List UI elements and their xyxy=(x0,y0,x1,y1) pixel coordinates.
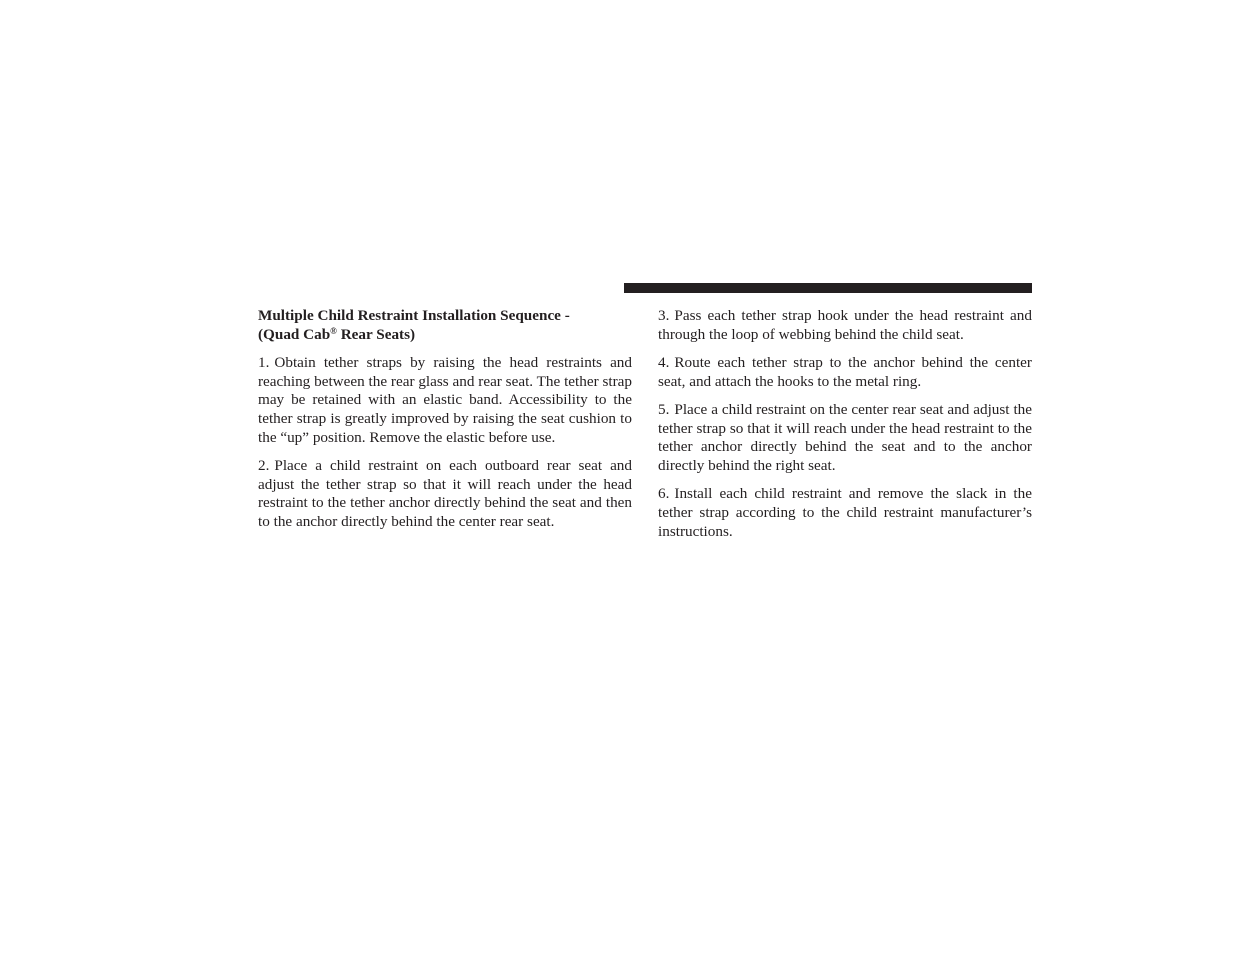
step-6 xyxy=(658,485,1032,541)
step-1 xyxy=(258,354,632,448)
step-number: 5. xyxy=(658,400,670,418)
registered-mark: ® xyxy=(330,325,337,336)
step-number: 4. xyxy=(658,353,670,371)
step-text: Route each tether strap to the anchor behind the center seat, and attach the hooks to the metal ring. xyxy=(658,353,1032,390)
left-column xyxy=(258,307,632,541)
heading-line-2b: Rear Seats) xyxy=(336,325,416,343)
step-number: 1. xyxy=(258,353,270,371)
step-text: Place a child restraint on the center rear seat and adjust the tether strap so that it will reach under the head restraint to the tether anchor directly behind the seat and to the anchor directly behind the right seat. xyxy=(658,400,1032,474)
step-number: 6. xyxy=(658,485,670,503)
step-4 xyxy=(658,354,1032,391)
step-2 xyxy=(258,457,632,532)
section-rule xyxy=(624,283,1032,293)
heading-line-1: Multiple Child Restraint Installation Sequence - xyxy=(258,307,570,324)
step-text: Pass each tether strap hook under the head restraint and through the loop of webbing behind the child seat. xyxy=(658,307,1032,343)
step-5 xyxy=(658,401,1032,476)
step-text: Install each child restraint and remove the slack in the tether strap according to the child restraint manufacturer’s instructions. xyxy=(658,485,1032,540)
right-column xyxy=(658,307,1032,551)
step-number: 2. xyxy=(258,456,270,474)
step-text: Obtain tether straps by raising the head restraints and reaching between the rear glass and rear seat. The tether strap may be retained with an elastic band. Accessibility to the tether strap is greatly improved by raising the seat cushion to the “up” position. Remove the elastic before use. xyxy=(258,353,632,446)
section-heading xyxy=(258,307,632,344)
step-text: Place a child restraint on each outboard rear seat and adjust the tether strap so that it will reach under the head restraint to the tether anchor directly behind the seat and then to the anchor directly behind the center rear seat. xyxy=(258,456,632,531)
step-3 xyxy=(658,307,1032,344)
heading-line-2a: (Quad Cab xyxy=(258,325,331,343)
step-number: 3. xyxy=(658,307,670,324)
